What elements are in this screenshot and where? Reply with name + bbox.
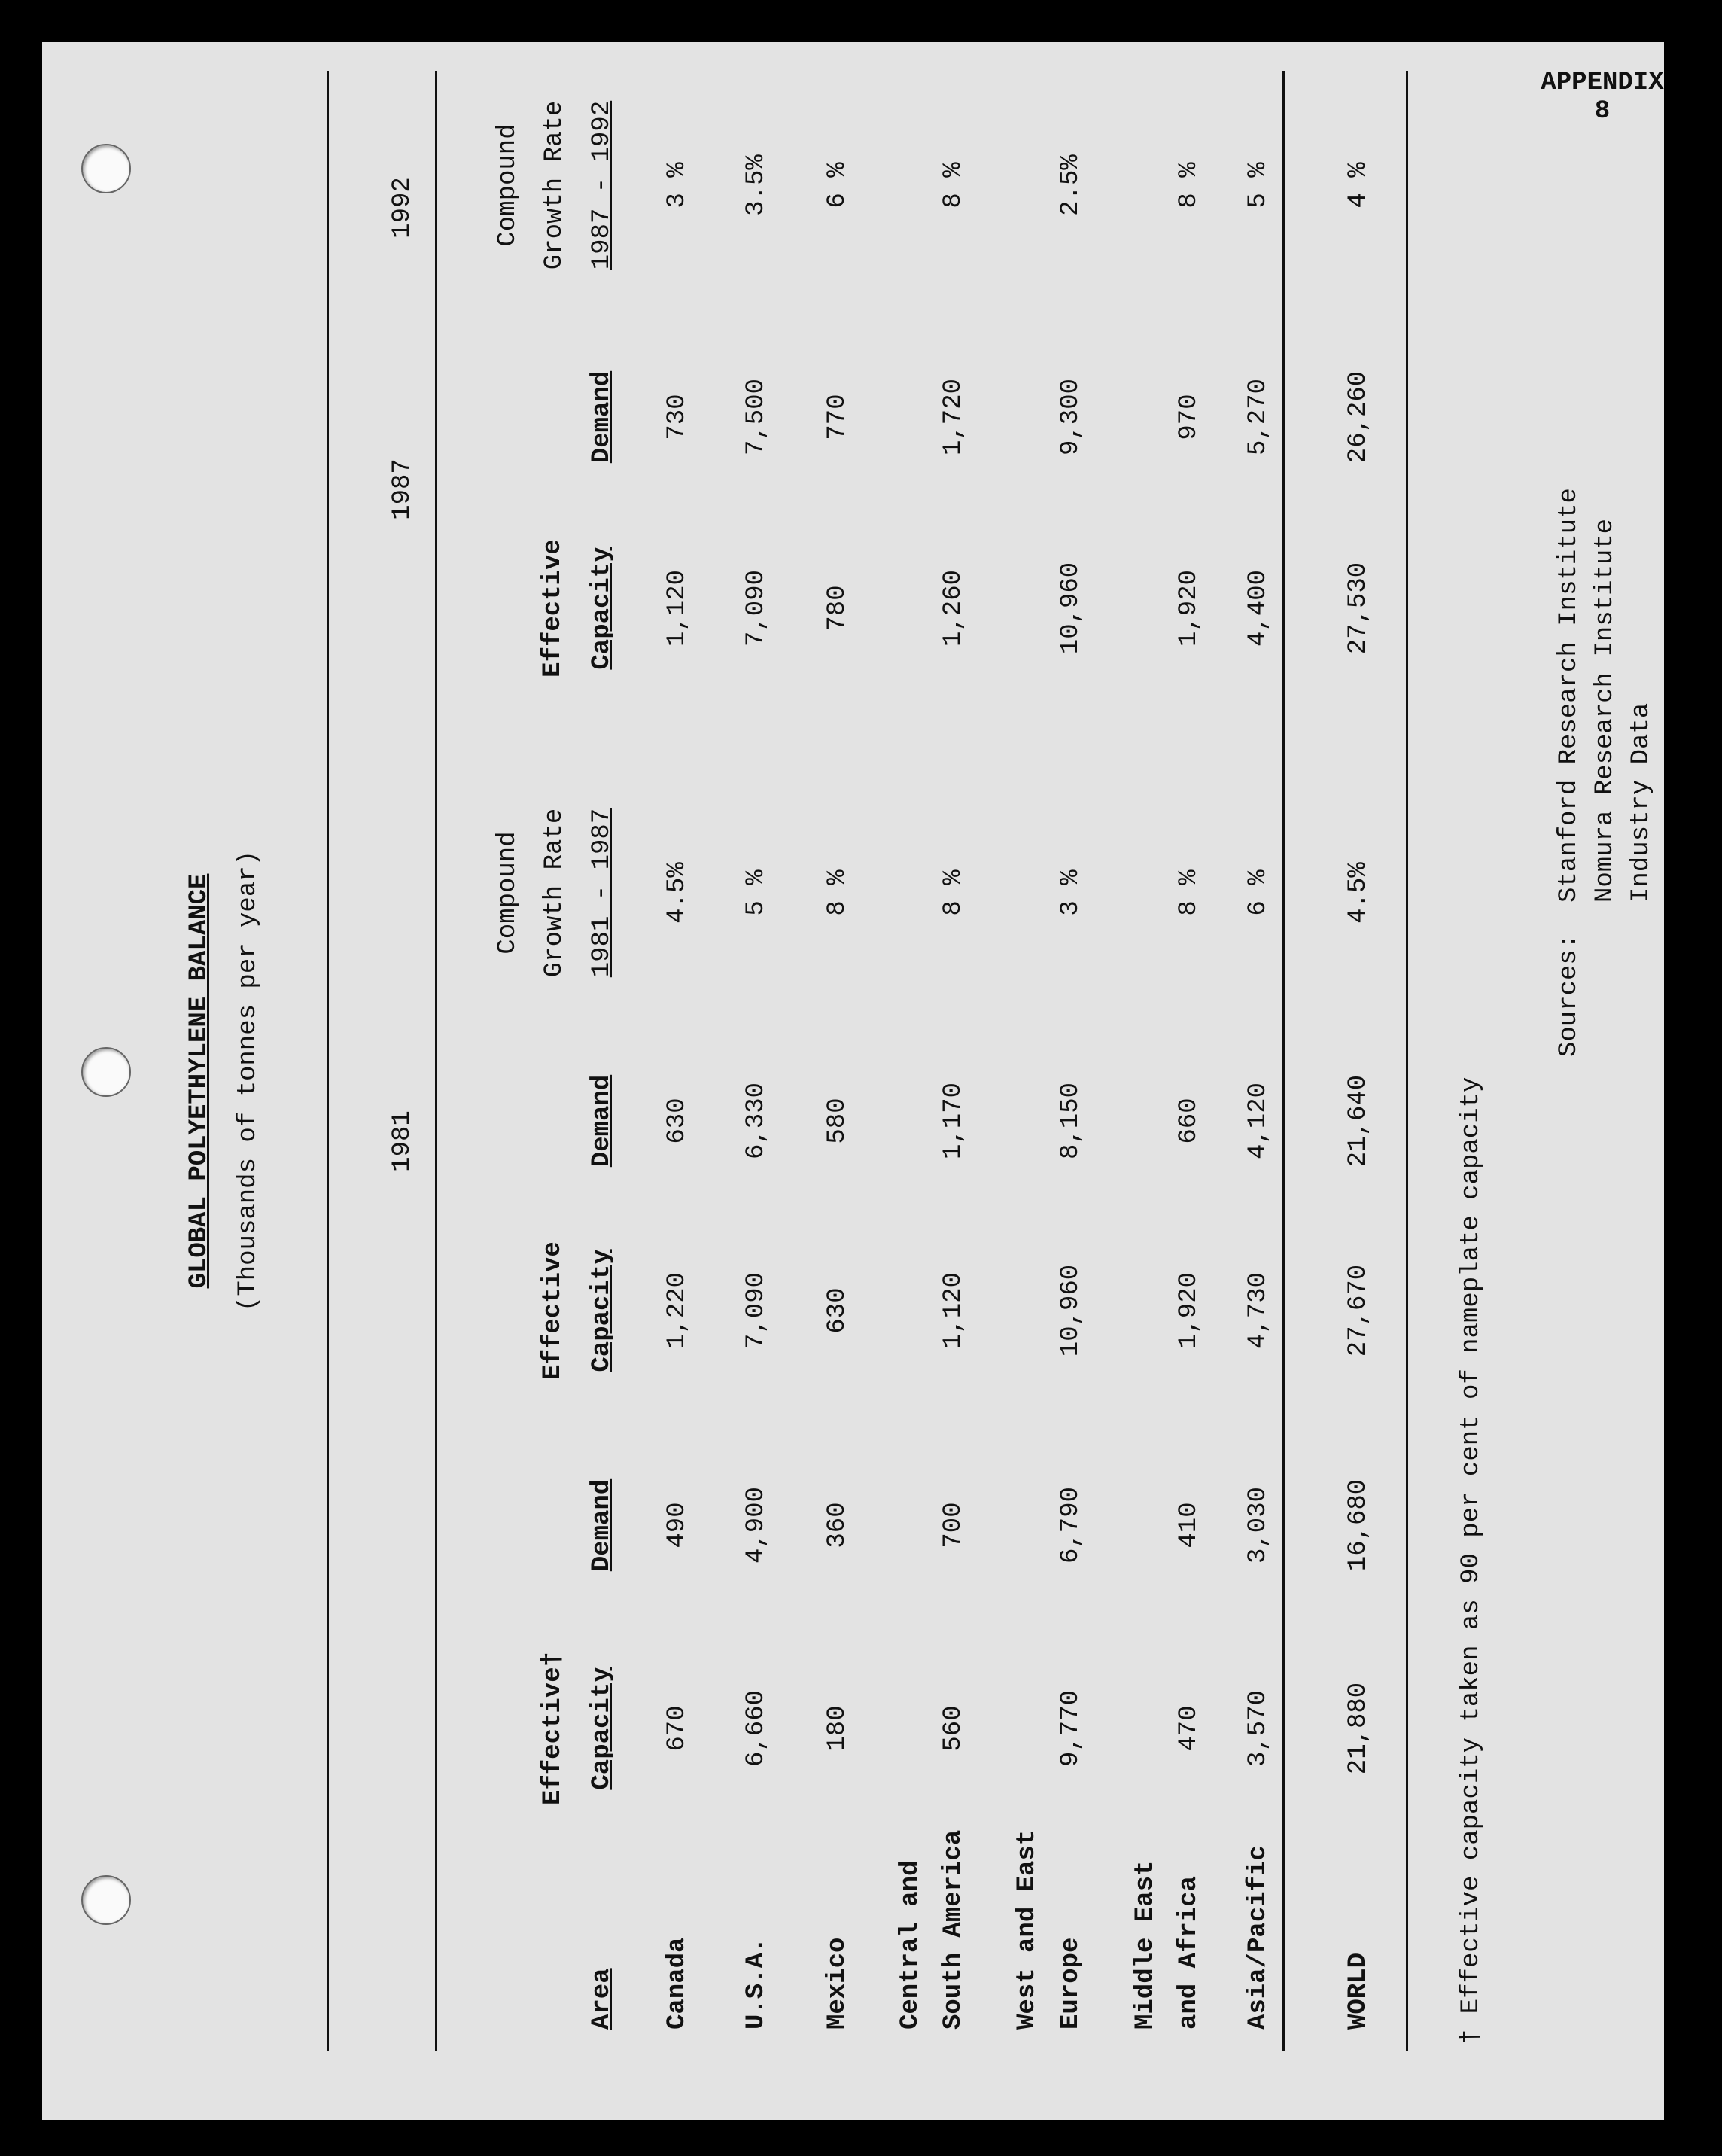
growth-1981-1987-cell: 8 % <box>823 869 852 916</box>
demand-1987-cell: 630 <box>663 1098 692 1144</box>
area-cell-line2: Europe <box>1057 1937 1085 2030</box>
growth-1981-1987-cell: 8 % <box>939 869 968 916</box>
growth-1981-1987-cell: 4.5% <box>1344 862 1373 924</box>
capacity-1992-cell: 27,530 <box>1344 562 1373 655</box>
year-1981-header: 1981 <box>388 1110 417 1172</box>
eff-capacity-1987-header-line2: Capacity <box>588 1249 616 1372</box>
capacity-1992-cell: 1,920 <box>1175 569 1203 647</box>
growth-1987-1992-cell: 8 % <box>1175 162 1203 209</box>
capacity-1992-cell: 1,260 <box>939 569 968 647</box>
capacity-1987-cell: 1,220 <box>663 1271 692 1350</box>
capacity-1987-cell: 7,090 <box>742 1271 771 1350</box>
demand-1987-cell: 1,170 <box>939 1082 968 1160</box>
top-rule <box>327 71 329 2051</box>
year-1992-header: 1992 <box>388 177 417 239</box>
eff-capacity-1981-header-line2: Capacity <box>588 1667 616 1790</box>
eff-capacity-1981-header-line1: Effective† <box>539 1651 567 1806</box>
growth-1987-1992-header-line1: Compound <box>494 123 522 247</box>
demand-1987-cell: 580 <box>823 1098 852 1144</box>
capacity-1992-cell: 1,120 <box>663 569 692 647</box>
growth-1981-1987-header-line3: 1981 - 1987 <box>588 808 616 978</box>
eff-capacity-1992-header-line2: Capacity <box>588 547 616 670</box>
capacity-1992-cell: 10,960 <box>1057 562 1085 655</box>
demand-1992-cell: 5,270 <box>1244 378 1273 456</box>
demand-1992-cell: 730 <box>663 394 692 440</box>
capacity-1987-cell: 1,120 <box>939 1271 968 1350</box>
area-cell: Asia/Pacific <box>1244 1845 1273 2030</box>
capacity-1981-cell: 470 <box>1175 1705 1203 1752</box>
document-page <box>42 42 1664 2120</box>
capacity-1981-cell: 9,770 <box>1057 1689 1085 1768</box>
demand-1981-header: Demand <box>588 1478 616 1572</box>
eff-capacity-1992-header-line1: Effective <box>539 539 567 678</box>
growth-1987-1992-header-line3: 1987 - 1992 <box>588 100 616 270</box>
rotated-table-content <box>42 42 1664 2120</box>
demand-1992-cell: 970 <box>1175 394 1203 440</box>
area-cell: WORLD <box>1344 1952 1373 2030</box>
footnote: † Effective capacity taken as 90 per cent of nameplate capacity <box>1457 1076 1486 2045</box>
growth-1987-1992-cell: 6 % <box>823 162 852 209</box>
demand-1987-cell: 21,640 <box>1344 1074 1373 1168</box>
capacity-1987-cell: 630 <box>823 1287 852 1334</box>
demand-1981-cell: 700 <box>939 1502 968 1548</box>
demand-1987-cell: 4,120 <box>1244 1082 1273 1160</box>
capacity-1992-cell: 4,400 <box>1244 569 1273 647</box>
demand-1987-header: Demand <box>588 1074 616 1168</box>
year-1987-header: 1987 <box>388 458 417 520</box>
demand-1992-cell: 1,720 <box>939 378 968 456</box>
capacity-1987-cell: 4,730 <box>1244 1271 1273 1350</box>
area-cell: U.S.A. <box>742 1937 771 2030</box>
demand-1992-cell: 9,300 <box>1057 378 1085 456</box>
area-cell-line2: South America <box>939 1829 968 2030</box>
growth-1987-1992-header-line2: Growth Rate <box>540 100 569 270</box>
capacity-1981-cell: 670 <box>663 1705 692 1752</box>
demand-1981-cell: 4,900 <box>742 1486 771 1564</box>
growth-1981-1987-cell: 6 % <box>1244 869 1273 916</box>
area-cell: Canada <box>663 1937 692 2030</box>
eff-capacity-1987-header-line1: Effective <box>539 1241 567 1380</box>
capacity-1981-cell: 560 <box>939 1705 968 1752</box>
capacity-1987-cell: 10,960 <box>1057 1264 1085 1357</box>
growth-1981-1987-header-line1: Compound <box>494 831 522 955</box>
capacity-1981-cell: 6,660 <box>742 1689 771 1768</box>
growth-1987-1992-cell: 3.5% <box>742 154 771 216</box>
demand-1992-cell: 7,500 <box>742 378 771 456</box>
growth-1987-1992-cell: 8 % <box>939 162 968 209</box>
area-cell-line1: West and East <box>1013 1829 1042 2030</box>
capacity-1987-cell: 1,920 <box>1175 1271 1203 1350</box>
area-cell-line1: Central and <box>896 1860 925 2030</box>
demand-1987-cell: 660 <box>1175 1098 1203 1144</box>
growth-1987-1992-cell: 5 % <box>1244 162 1273 209</box>
demand-1992-header: Demand <box>588 370 616 464</box>
page-title: GLOBAL POLYETHYLENE BALANCE <box>185 873 214 1289</box>
demand-1981-cell: 410 <box>1175 1502 1203 1548</box>
demand-1981-cell: 16,680 <box>1344 1478 1373 1572</box>
growth-1981-1987-cell: 3 % <box>1057 869 1085 916</box>
demand-1981-cell: 360 <box>823 1502 852 1548</box>
growth-1987-1992-cell: 3 % <box>663 162 692 209</box>
header-rule <box>435 71 437 2051</box>
growth-1987-1992-cell: 2.5% <box>1057 154 1085 216</box>
demand-1992-cell: 26,260 <box>1344 370 1373 464</box>
appendix-label: APPENDIX 8 <box>1541 69 1664 126</box>
capacity-1981-cell: 3,570 <box>1244 1689 1273 1768</box>
source-line: Nomura Research Institute <box>1591 518 1620 903</box>
area-cell-line2: and Africa <box>1175 1875 1203 2030</box>
source-line: Stanford Research Institute <box>1555 488 1584 903</box>
growth-1981-1987-header-line2: Growth Rate <box>540 808 569 978</box>
demand-1981-cell: 6,790 <box>1057 1486 1085 1564</box>
sources-label: Sources: <box>1555 933 1584 1057</box>
source-line: Industry Data <box>1627 702 1656 903</box>
total-rule-above <box>1282 71 1285 2051</box>
total-rule-below <box>1406 71 1408 2051</box>
growth-1981-1987-cell: 5 % <box>742 869 771 916</box>
capacity-1992-cell: 780 <box>823 585 852 632</box>
area-cell: Mexico <box>823 1937 852 2030</box>
demand-1981-cell: 3,030 <box>1244 1486 1273 1564</box>
area-column-header: Area <box>588 1968 616 2030</box>
demand-1987-cell: 8,150 <box>1057 1082 1085 1160</box>
capacity-1981-cell: 21,880 <box>1344 1682 1373 1775</box>
capacity-1992-cell: 7,090 <box>742 569 771 647</box>
capacity-1987-cell: 27,670 <box>1344 1264 1373 1357</box>
capacity-1981-cell: 180 <box>823 1705 852 1752</box>
growth-1981-1987-cell: 4.5% <box>663 862 692 924</box>
growth-1987-1992-cell: 4 % <box>1344 162 1373 209</box>
demand-1992-cell: 770 <box>823 394 852 440</box>
page-subtitle: (Thousands of tonnes per year) <box>234 850 263 1312</box>
demand-1981-cell: 490 <box>663 1502 692 1548</box>
area-cell-line1: Middle East <box>1131 1860 1160 2030</box>
demand-1987-cell: 6,330 <box>742 1082 771 1160</box>
growth-1981-1987-cell: 8 % <box>1175 869 1203 916</box>
